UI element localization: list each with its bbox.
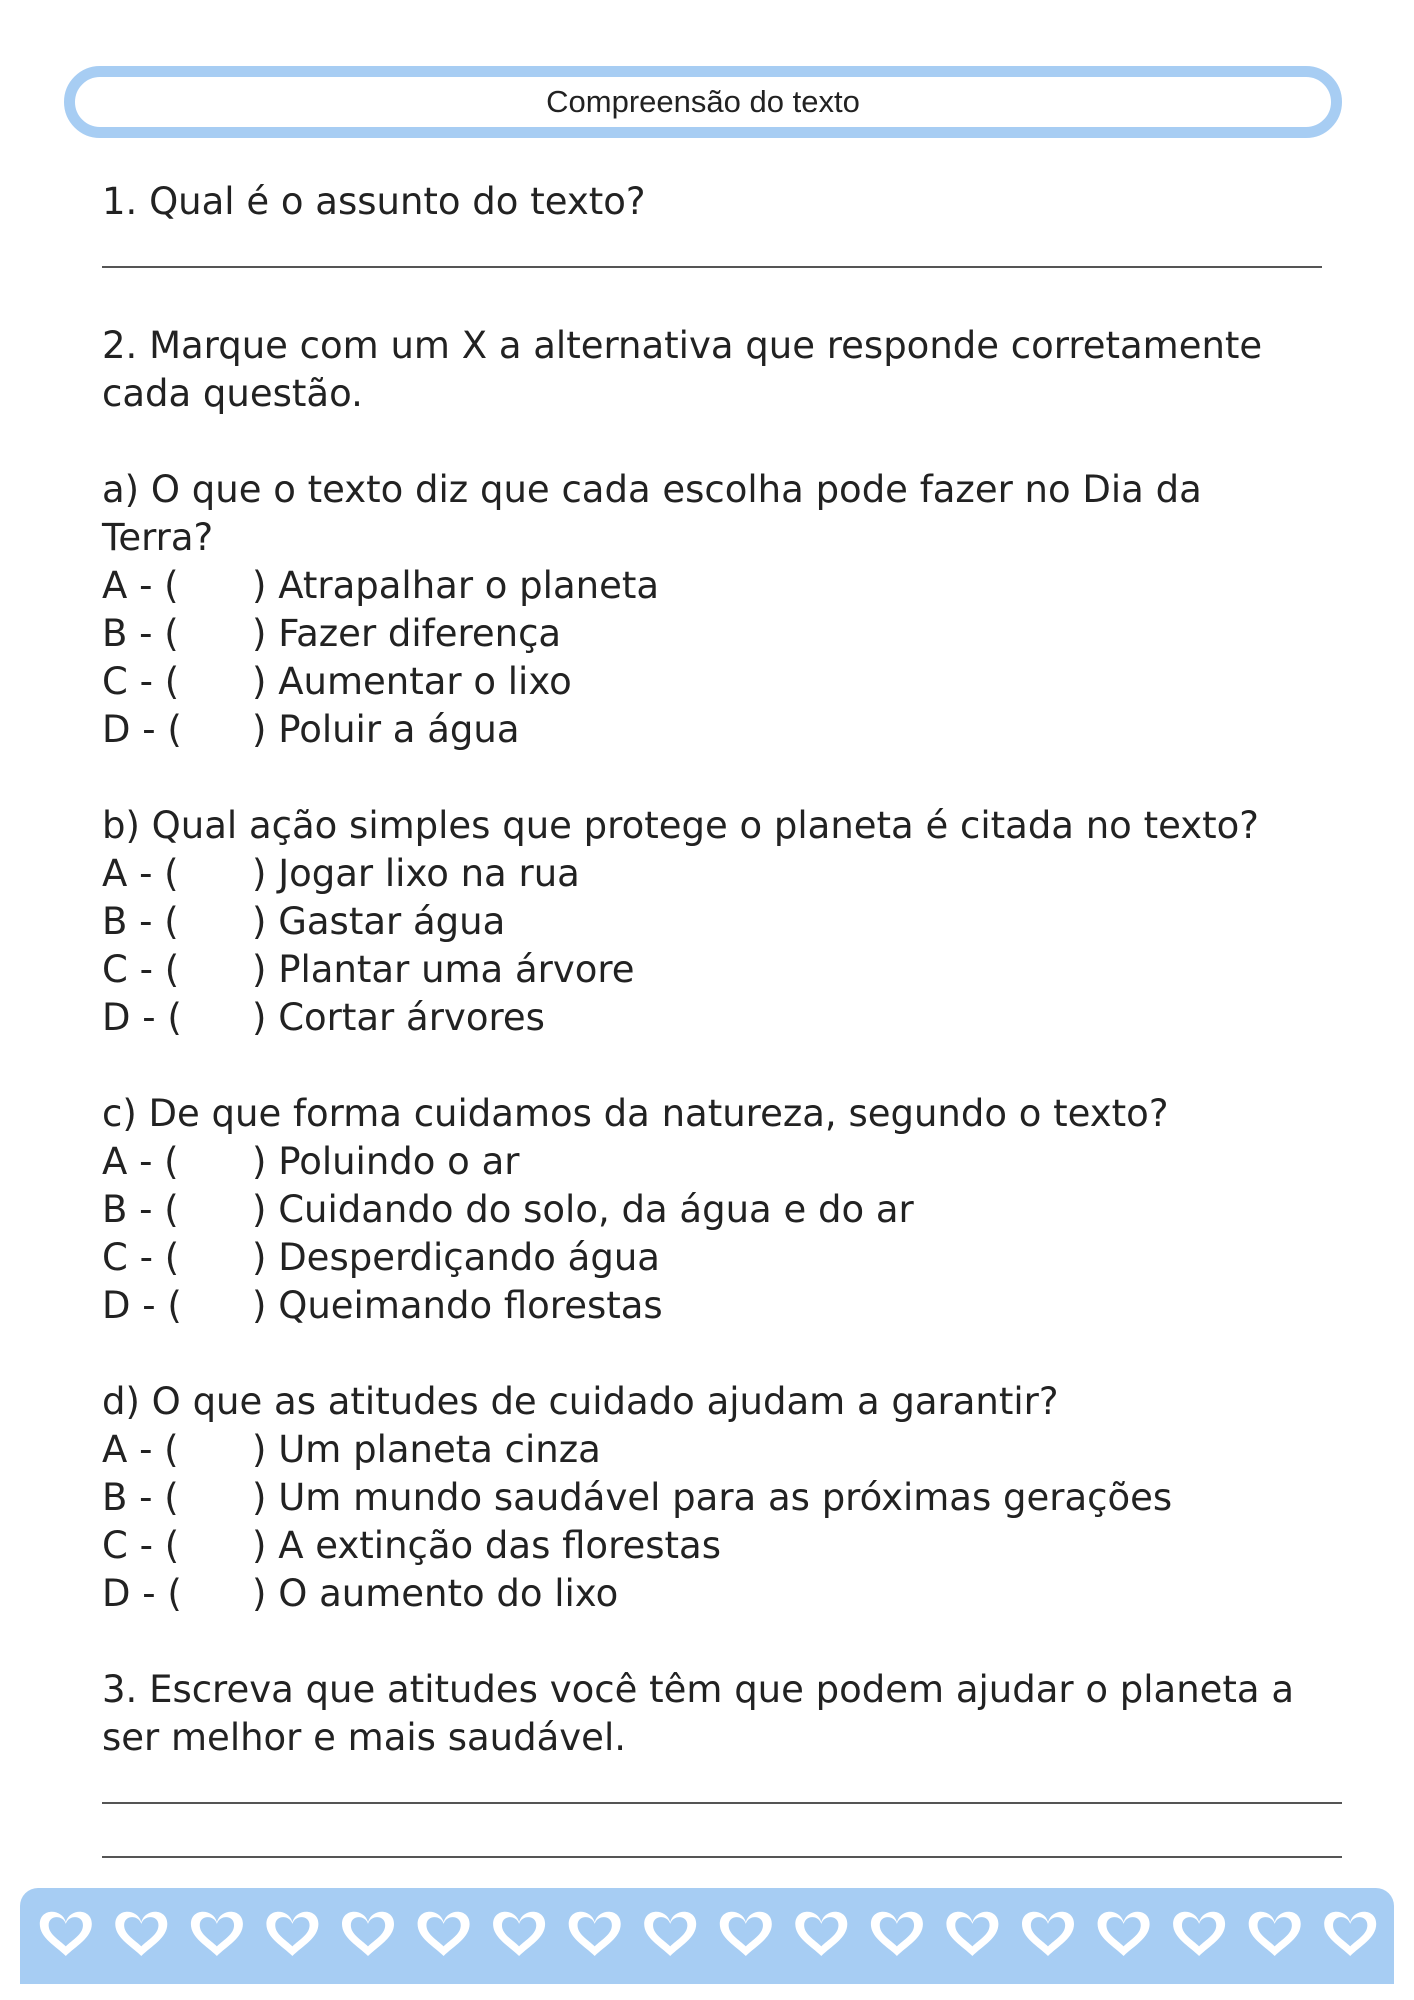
answer-line-3a[interactable] [102, 1802, 1342, 1804]
heart-icon [946, 1912, 998, 1956]
option-letter[interactable]: D - ( [102, 1284, 182, 1327]
option-letter[interactable]: B - ( [102, 1188, 179, 1231]
title-banner [64, 66, 1342, 138]
question-3-line-1: 3. Escreva que atitudes você têm que podem ajudar o planeta a [102, 1668, 1295, 1711]
option-2c-c[interactable] [102, 1234, 660, 1282]
heart-icon [1098, 1912, 1150, 1956]
heart-icon [1022, 1912, 1074, 1956]
option-letter[interactable]: A - ( [102, 852, 179, 895]
heart-icon [266, 1912, 318, 1956]
heart-icon [720, 1912, 772, 1956]
heart-icon [644, 1912, 696, 1956]
heart-icon [795, 1912, 847, 1956]
heart-icon [1173, 1912, 1225, 1956]
option-letter[interactable]: D - ( [102, 996, 182, 1039]
answer-line-1[interactable] [102, 266, 1322, 268]
option-2d-a[interactable] [102, 1426, 601, 1474]
heart-icon [569, 1912, 621, 1956]
option-text: ) Queimando florestas [252, 1284, 663, 1327]
option-text: ) O aumento do lixo [252, 1572, 619, 1615]
option-text: ) Cuidando do solo, da água e do ar [252, 1188, 914, 1231]
question-2-intro-line-1: 2. Marque com um X a alternativa que responde corretamente [102, 324, 1263, 367]
option-letter[interactable]: D - ( [102, 1572, 182, 1615]
heart-icon [342, 1912, 394, 1956]
option-letter[interactable]: A - ( [102, 1140, 179, 1183]
heart-icon [191, 1912, 243, 1956]
heart-icon [115, 1912, 167, 1956]
option-letter[interactable]: D - ( [102, 708, 182, 751]
option-text: ) A extinção das florestas [252, 1524, 721, 1567]
option-text: ) Poluindo o ar [252, 1140, 520, 1183]
option-2d-b[interactable] [102, 1474, 1172, 1522]
option-letter[interactable]: B - ( [102, 612, 179, 655]
option-text: ) Atrapalhar o planeta [252, 564, 660, 607]
answer-line-3b[interactable] [102, 1856, 1342, 1858]
option-text: ) Cortar árvores [252, 996, 545, 1039]
option-text: ) Desperdiçando água [252, 1236, 660, 1279]
page-title: Compreensão do texto [546, 84, 860, 119]
option-2a-d[interactable] [102, 706, 520, 754]
option-2c-a[interactable] [102, 1138, 519, 1186]
option-letter[interactable]: C - ( [102, 660, 180, 703]
option-text: ) Jogar lixo na rua [252, 852, 580, 895]
heart-icon [871, 1912, 923, 1956]
option-text: ) Aumentar o lixo [252, 660, 572, 703]
option-text: ) Um mundo saudável para as próximas gerações [252, 1476, 1173, 1519]
heart-icon [1324, 1912, 1376, 1956]
option-text: ) Plantar uma árvore [252, 948, 635, 991]
option-letter[interactable]: B - ( [102, 900, 179, 943]
heart-icon [40, 1912, 92, 1956]
option-letter[interactable]: A - ( [102, 564, 179, 607]
option-2a-a[interactable] [102, 562, 659, 610]
option-2b-d[interactable] [102, 994, 545, 1042]
question-2a-line-2: Terra? [102, 516, 214, 559]
question-2-intro-line-2: cada questão. [102, 372, 363, 415]
option-2a-c[interactable] [102, 658, 572, 706]
question-2a-line-1: a) O que o texto diz que cada escolha pode fazer no Dia da [102, 468, 1202, 511]
heart-icon [493, 1912, 545, 1956]
option-letter[interactable]: A - ( [102, 1428, 179, 1471]
option-text: ) Um planeta cinza [252, 1428, 601, 1471]
option-2b-a[interactable] [102, 850, 580, 898]
option-text: ) Fazer diferença [252, 612, 562, 655]
heart-icon [418, 1912, 470, 1956]
option-letter[interactable]: B - ( [102, 1476, 179, 1519]
option-2c-b[interactable] [102, 1186, 914, 1234]
option-letter[interactable]: C - ( [102, 948, 180, 991]
heart-border [28, 1888, 1388, 1984]
question-2d: d) O que as atitudes de cuidado ajudam a garantir? [102, 1380, 1059, 1423]
option-2d-c[interactable] [102, 1522, 721, 1570]
option-2c-d[interactable] [102, 1282, 663, 1330]
question-1: 1. Qual é o assunto do texto? [102, 180, 646, 223]
option-2b-b[interactable] [102, 898, 505, 946]
question-2c: c) De que forma cuidamos da natureza, segundo o texto? [102, 1092, 1169, 1135]
option-text: ) Poluir a água [252, 708, 520, 751]
heart-icon [1249, 1912, 1301, 1956]
question-2b: b) Qual ação simples que protege o planeta é citada no texto? [102, 804, 1259, 847]
question-3-line-2: ser melhor e mais saudável. [102, 1716, 626, 1759]
option-letter[interactable]: C - ( [102, 1524, 180, 1567]
option-2d-d[interactable] [102, 1570, 618, 1618]
option-2b-c[interactable] [102, 946, 635, 994]
option-text: ) Gastar água [252, 900, 506, 943]
option-2a-b[interactable] [102, 610, 561, 658]
option-letter[interactable]: C - ( [102, 1236, 180, 1279]
